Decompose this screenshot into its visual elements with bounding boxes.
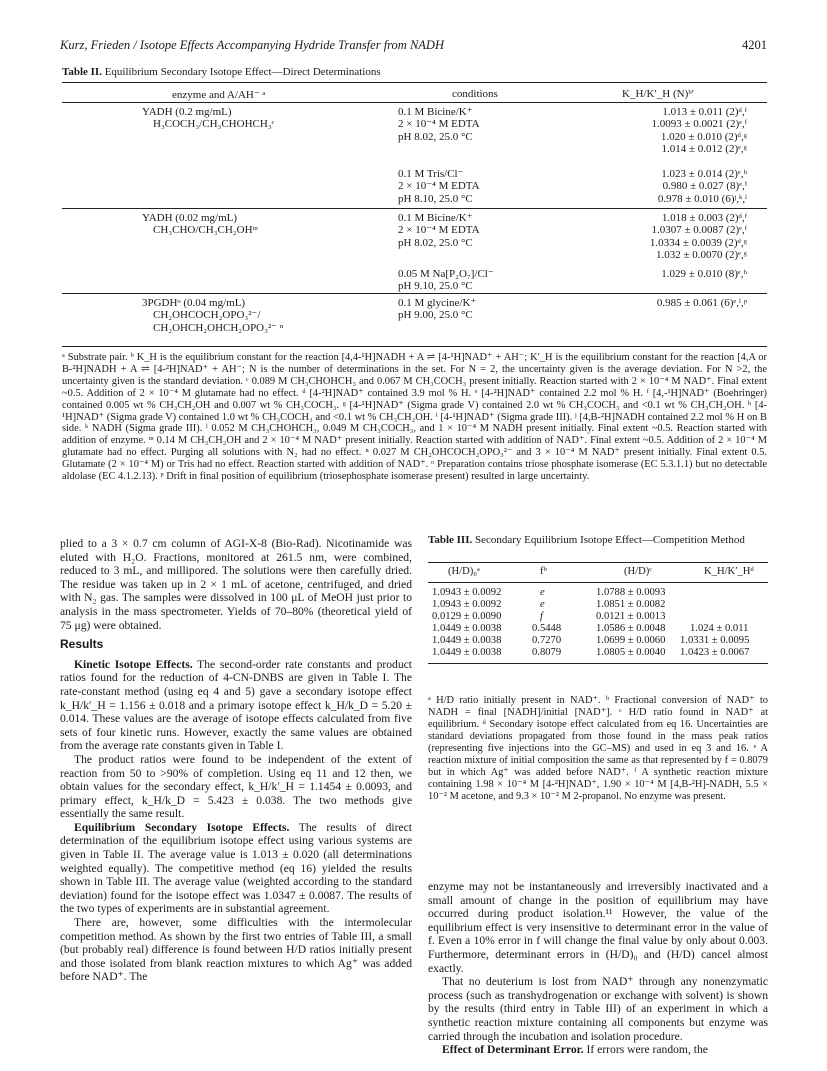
table2-conditions-cell: 0.1 M Bicine/K⁺ 2 × 10⁻⁴ M EDTA pH 8.02, 25.0 °C (398, 212, 480, 249)
left-column (60, 537, 412, 984)
paragraph-text: The results of direct determination of the equilibrium isotope effect using various systems are given in Table II. The average value is 1.013 ± 0.020 (all determinations weighted equally). The competitive method (eq 16) yielded the results shown in Table III. The average value (weighted according to the standard deviation) found for the isotope effect was 1.0347 ± 0.0087. The results of the two types of experiments are in substantial agreement. (60, 820, 412, 916)
table2-value-cell: 1.023 ± 0.014 (2)ᵉ,ʰ 0.980 ± 0.027 (8)ᵉ,ⁱ 0.978 ± 0.010 (6)ʲ,ᵏ,ˡ (657, 168, 747, 205)
table2-conditions-cell: 0.1 M Tris/Cl⁻ 2 × 10⁻⁴ M EDTA pH 8.10, 25.0 °C (398, 168, 480, 205)
table2-value-cell: 1.029 ± 0.010 (8)ᵉ,ʰ (661, 268, 747, 280)
table3-cell: 1.0449 ± 0.0038 (432, 635, 502, 646)
table3-cell: 1.0699 ± 0.0060 (596, 635, 666, 646)
table3-header: (H/D)₀ᵃ (448, 566, 480, 577)
table3-cell: 0.7270 (532, 635, 562, 646)
table3-bottom-rule (428, 663, 768, 664)
table3-cell: 1.0331 ± 0.0095 (680, 635, 750, 646)
table2-value-cell: 1.013 ± 0.011 (2)ᵈ,ᶠ 1.0093 ± 0.0021 (2)ᵉ,ᶠ 1.020 ± 0.010 (2)ᵈ,ᵍ 1.014 ± 0.012 (2)ᵉ,ᵍ (651, 106, 747, 156)
table3-cell: 1.0943 ± 0.0092 (432, 587, 502, 598)
page-number: 4201 (742, 38, 767, 52)
table3-cell: 1.0943 ± 0.0092 (432, 599, 502, 610)
table2-enzyme-cell: YADH (0.02 mg/mL) CH₃CHO/CH₃CH₂OHᵐ (142, 212, 258, 237)
table2-conditions-cell: 0.1 M glycine/K⁺ pH 9.00, 25.0 °C (398, 297, 477, 322)
table3-cell: e (540, 587, 545, 598)
paragraph-text: The second-order rate constants and product ratios found for the reduction of 4-CN-DNBS are given in Table I. The rate-constant method (using eq 4 and 5) gave a secondary isotope effect k_H/k′_H = 1.156 ± 0.018 and a primary isotope effect k_H/k_D = 5.20 ± 0.014. These values are the average of isotope effects calculated from five sets of four kinetic runs. However, exactly the same values are obtained from the average rate constants given in Table I. (60, 657, 412, 753)
table3-title: Secondary Equilibrium Isotope Effect—Competition Method (474, 534, 745, 546)
table3-cell: e (540, 599, 545, 610)
section-heading-results: Results (60, 637, 104, 652)
table2-conditions-cell: 0.1 M Bicine/K⁺ 2 × 10⁻⁴ M EDTA pH 8.02, 25.0 °C (398, 106, 480, 143)
body-paragraph: That no deuterium is lost from NAD⁺ through any nonenzymatic process (such as transhydrogenation or exchange with solvent) is shown by the results (third entry in Table III) of an experiment in which a synthetic reaction mixture containing all components but enzyme was carried through the incubation and isolation procedure. (428, 975, 768, 1043)
right-column (428, 880, 768, 1057)
table3-cell: 0.0129 ± 0.0090 (432, 611, 502, 622)
table2-title: Equilibrium Secondary Isotope Effect—Direct Determinations (104, 66, 381, 78)
paragraph-text: If errors were random, the (583, 1043, 708, 1057)
table3-cell: 1.0423 ± 0.0067 (680, 647, 750, 658)
table2-value-cell: 1.018 ± 0.003 (2)ᵈ,ᶠ 1.0307 ± 0.0087 (2)ᵉ,ᶠ 1.0334 ± 0.0039 (2)ᵈ,ᵍ 1.032 ± 0.0070 (2)ᵉ,ᵍ (649, 212, 747, 262)
table2-row-rule (62, 208, 767, 209)
body-paragraph (428, 1043, 768, 1057)
table3-footnotes: ᵃ H/D ratio initially present in NAD⁺. ᵇ Fractional conversion of NAD⁺ to NADH = final [NADH]/initial [NAD⁺]. ᶜ H/D ratio found in NAD⁺ at equilibrium. ᵈ Secondary isotope effect calculated from eq 16. Uncertainties are standard deviations propagated from those found in the mass peak ratios (representing five injections into the GC–MS) and used in eq 3 and 16. ᵉ A reaction mixture of initial composition the same as that represented by f = 0.8079 but in which Ag⁺ was added before NAD⁺. ᶠ A synthetic reaction mixture containing 1.98 × 10⁻⁴ M [4-²H]NAD⁺, 1.90 × 10⁻⁴ M [4,B-²H]-NADH, 5.5 × 10⁻² M acetone, and 9.3 × 10⁻² M 2-propanol. No enzyme was present. (428, 695, 768, 802)
table3-cell: 1.024 ± 0.011 (690, 623, 749, 634)
table3-header: (H/D)ᶜ (624, 566, 653, 577)
table2-header-enzyme: enzyme and A/AH⁻ ᵃ (172, 89, 266, 101)
table2-row-rule (62, 293, 767, 294)
table2-caption (62, 66, 381, 78)
table3-cell: 0.8079 (532, 647, 562, 658)
table3-top-rule (428, 562, 768, 563)
body-paragraph (60, 821, 412, 916)
table2-enzyme-cell: 3PGDHᵒ (0.04 mg/mL) CH₂OHCOCH₂OPO₃²⁻/ CH₂OHCH₂OHCH₂OPO₃²⁻ ⁿ (142, 297, 284, 334)
run-in-heading: Kinetic Isotope Effects. (74, 657, 193, 671)
table3-caption (428, 534, 768, 547)
table2-bottom-rule (62, 346, 767, 347)
table2-top-rule (62, 82, 767, 83)
table3-header: fᵇ (540, 566, 547, 577)
table3-cell: f (540, 611, 543, 622)
table3-cell: 0.5448 (532, 623, 562, 634)
table3-cell: 1.0851 ± 0.0082 (596, 599, 666, 610)
table3-cell: 1.0586 ± 0.0048 (596, 623, 666, 634)
table2-enzyme-cell: YADH (0.2 mg/mL) H₃COCH₃/CH₃CHOHCH₃ᶜ (142, 106, 275, 131)
table3-cell: 1.0449 ± 0.0038 (432, 623, 502, 634)
body-paragraph: enzyme may not be instantaneously and irreversibly inactivated and a small amount of change in the position of equilibrium may have occurred during product isolation.¹¹ However, the value of the equilibrium effect is very insensitive to determinant error in the value of f. Even a 10% error in f will change the final value by only about 0.003. Furthermore, determinant errors in (H/D)₀ and (H/D) cancel almost exactly. (428, 880, 768, 975)
table2-header-rule (62, 102, 767, 103)
table3-header: K_H/K′_Hᵈ (704, 566, 754, 577)
running-head: Kurz, Frieden / Isotope Effects Accompanying Hydride Transfer from NADH (60, 38, 444, 52)
table3-cell: 1.0449 ± 0.0038 (432, 647, 502, 658)
body-paragraph: There are, however, some difficulties with the intermolecular competition method. As shown by the first two entries of Table III, a small (but probably real) difference is found between H/D ratios initially present and those isolated from blank reaction mixtures to which Ag⁺ was added before NAD⁺. The (60, 916, 412, 984)
table2-header-value: K_H/K′_H (N)ᵇ′ (622, 88, 695, 100)
body-paragraph: The product ratios were found to be independent of the extent of reaction from 50 to >90% of completion. Using eq 11 and 12 then, we obtain values for the secondary effect, k_H/k′_H = 1.1454 ± 0.0093, and primary effect, k_H/k_D = 5.423 ± 0.038. The two methods give essentially the same result. (60, 752, 412, 821)
table3-header-rule (428, 582, 768, 583)
table2-footnotes: ᵃ Substrate pair. ᵇ K_H is the equilibrium constant for the reaction [4,4-¹H]NADH + A ⇌ [4-¹H]NAD⁺ + AH⁻; K′_H is the equilibrium constant for the reaction [4,A or B-²H]NADH + A ⇌ [4-²H]NAD⁺ + AH⁻; N is the number of determinations in the set. For N = 2, the uncertainty given is the average deviation. For N >2, the uncertainty given is the standard deviation. ᶜ 0.089 M CH₃CHOHCH₃ and 0.067 M CH₃COCH₃ present initially. Reaction started with 2 × 10⁻⁴ M NAD⁺. Final extent ~0.5. Addition of 2 × 10⁻⁴ M glutamate had no effect. ᵈ [4-²H]NAD⁺ contained 3.9 mol % H. ᵉ [4-²H]NAD⁺ contained 2.2 mol % H. ᶠ [4,-¹H]NAD⁺ (Boehringer) contained 0.005 wt % CH₃CH₂OH and 0.007 wt % CH₃COCH₃. ᵍ [4-¹H]NAD⁺ (Sigma grade V) contained 2.0 wt % CH₃COCH₃ and <0.1 wt % CH₃CH₂OH. ʰ [4-¹H]NAD⁺ (Sigma grade V) contained 1.0 wt % CH₃COCH₃ and <0.1 wt % CH₃CH₂OH. ⁱ [4-¹H]NAD⁺ (Sigma grade III). ʲ [4,B-²H]NADH contained 2.2 mol % H on B side. ᵏ NADH (Sigma grade III). ˡ 0.052 M CH₃CHOHCH₃, 0.049 M CH₃COCH₃, and 1 × 10⁻⁴ M NADH present initially. Final extent ~0.5. Reaction started with addition of enzyme. ᵐ 0.14 M CH₃CH₂OH and 2 × 10⁻⁴ M NAD⁺ present initially. Reaction started with addition of NAD⁺. Final extent ~0.5. Addition of 2 × 10⁻⁴ M glutamate had no effect. Purging all solutions with N₂ had no effect. ⁿ 0.027 M CH₂OHCOCH₂OPO₃²⁻ and 3 × 10⁻⁴ M NAD⁺ present initially. Final extent 0.5. Glutamate (2 × 10⁻⁴ M) or Tris had no effect. Reaction started with addition of NAD⁺. ᵒ Preparation contains triose phosphate isomerase (EC 5.3.1.1) but no detectable aldolase (EC 4.1.2.13). ᵖ Drift in final position of equilibrium (triosephosphate isomerase present) resulted in large uncertainty. (62, 352, 767, 483)
table3-cell: 0.0121 ± 0.0013 (596, 611, 666, 622)
body-paragraph: plied to a 3 × 0.7 cm column of AGI-X-8 (Bio-Rad). Nicotinamide was eluted with H₂O. Fractions, monitored at 261.5 nm, were combined, reduced to 3 mL, and millipored. The solutions were then carefully dried. The residue was taken up in 2 × 1 mL of acetone, centrifuged, and dried with N₂ gas. The samples were dissolved in 100 μL of MeOH just prior to analysis in the mass spectrometer. Yields of 70–80% (theoretical yield of 75 μg) were obtained. (60, 537, 412, 632)
run-in-heading: Equilibrium Secondary Isotope Effects. (74, 820, 290, 834)
table2-label: Table II. (62, 66, 102, 78)
body-paragraph (60, 658, 412, 753)
run-in-heading: Effect of Determinant Error. (442, 1043, 584, 1057)
table2-value-cell: 0.985 ± 0.061 (6)ᵉ,ˡ,ᵖ (656, 297, 747, 309)
table3-cell: 1.0788 ± 0.0093 (596, 587, 666, 598)
table2-conditions-cell: 0.05 M Na[P₂O₇]/Cl⁻ pH 9.10, 25.0 °C (398, 268, 494, 293)
table3-label: Table III. (428, 534, 473, 546)
table3-cell: 1.0805 ± 0.0040 (596, 647, 666, 658)
table2-header-conditions: conditions (452, 88, 498, 100)
